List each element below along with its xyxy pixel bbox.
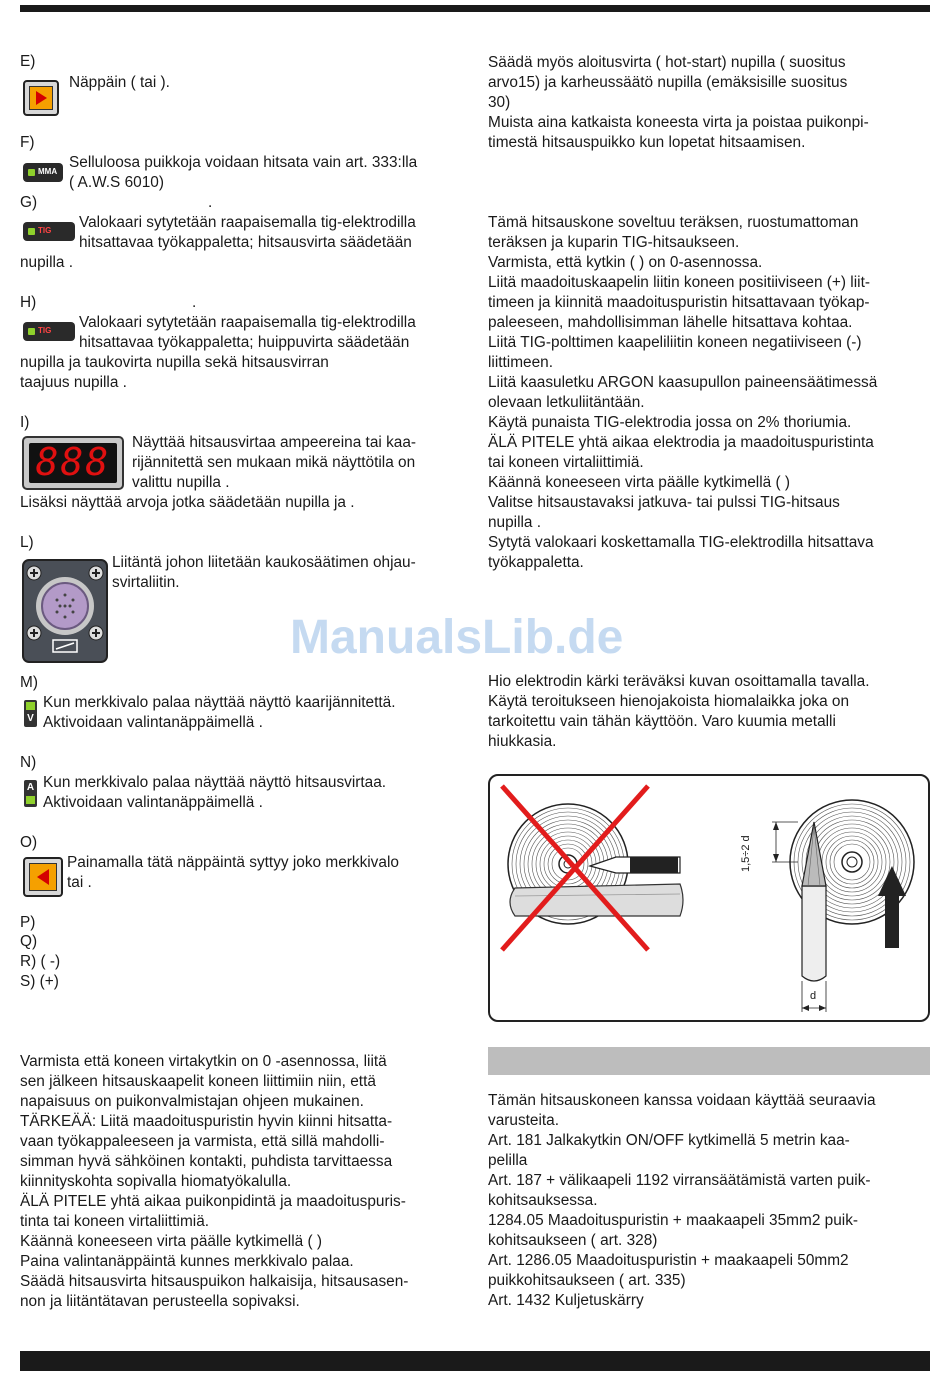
back-button-icon [23,857,63,897]
right-p3-line: hiukkasia. [488,733,557,750]
play-button-icon [23,80,59,116]
right-p4-line: Art. 181 Jalkakytkin ON/OFF kytkimellä 5 metrin kaa- [488,1132,850,1149]
section-n-text2: Aktivoidaan valintanäppäimellä . [43,794,263,811]
right-p3-line: Käytä teroitukseen hienojakoista hiomalaikka joka on [488,693,850,710]
right-paragraph-4 [488,1091,930,1311]
right-p4-line: varusteita. [488,1112,560,1129]
voltage-led-icon: V [24,700,37,727]
section-i-text4: Lisäksi näyttää arvoja jotka säädetään nupilla ja . [20,494,355,511]
left-bottom-line: napaisuus on puikonvalmistajan ohjeen mukainen. [20,1093,364,1110]
right-p1-line: timestä hitsauspuikko kun lopetat hitsaamisen. [488,134,806,151]
section-q-label: Q) [20,933,38,950]
right-p2-line: Käännä koneeseen virta päälle kytkimellä ( ) [488,474,790,491]
ampere-led-icon: A [24,780,37,807]
right-p3-line: Hio elektrodin kärki teräväksi kuvan osoittamalla tavalla. [488,673,870,690]
right-p2-line: Liitä TIG-polttimen kaapeliliitin koneen negatiiviseen (-) [488,334,862,351]
section-l-label: L) [20,534,34,551]
section-m-label: M) [20,674,38,691]
section-n-text1: Kun merkkivalo palaa näyttää näyttö hitsausvirtaa. [43,774,387,791]
right-p4-line: kohitsaukseen ( art. 328) [488,1232,658,1249]
right-p4-line: Art. 187 + välikaapeli 1192 virransäätämistä varten puik- [488,1172,871,1189]
section-h-text3: nupilla ja taukovirta nupilla sekä hitsausvirran [20,354,329,371]
right-p1-line: 30) [488,94,511,111]
right-paragraph-3 [488,672,930,752]
section-h-text2: hitsattavaa työkappaletta; huippuvirta säädetään [79,334,410,351]
left-bottom-line: sen jälkeen hitsauskaapelit koneen liittimiin niin, että [20,1073,376,1090]
section-i-text3: valittu nupilla . [132,474,230,491]
right-p4-line: Art. 1286.05 Maadoituspuristin + maakaapeli 50mm2 [488,1252,849,1269]
right-p2-line: nupilla . [488,514,542,531]
right-p1-line: Muista aina katkaista koneesta virta ja poistaa puikonpi- [488,114,869,131]
right-p2-line: Liitä maadoituskaapelin liitin koneen positiiviseen (+) liit- [488,274,870,291]
tig-pulse-indicator-icon: TIG [23,322,75,341]
section-o-text1: Painamalla tätä näppäintä syttyy joko merkkivalo [67,854,399,871]
right-p2-line: Tämä hitsauskone soveltuu teräksen, ruostumattoman [488,214,859,231]
bottom-rule [20,1351,930,1371]
section-o-text2: tai . [67,874,92,891]
section-h-text4: taajuus nupilla . [20,374,127,391]
left-bottom-line: vaan työkappaleeseen ja varmista, että sillä mahdolli- [20,1133,385,1150]
section-g-label: G) [20,194,38,211]
left-bottom-line: Paina valintanäppäintä kunnes merkkivalo palaa. [20,1253,354,1270]
section-m-text1: Kun merkkivalo palaa näyttää näyttö kaarijännitettä. [43,694,396,711]
right-p4-line: kohitsauksessa. [488,1192,598,1209]
watermark: ManualsLib.de [290,611,624,664]
top-rule [20,5,930,12]
section-n-label: N) [20,754,37,771]
right-p2-line: liittimeen. [488,354,554,371]
left-bottom-line: TÄRKEÄÄ: Liitä maadoituspuristin hyvin kiinni hitsatta- [20,1113,393,1130]
left-bottom-line: simman hyvä sähköinen kontakti, puhdista tarvittaessa [20,1153,393,1170]
section-i-text2: rijännitettä sen mukaan mikä näyttötila on [132,454,416,471]
section-header-bar [488,1047,930,1075]
left-bottom-line: kiinnityskohta sopivalla hiomatyökalulla. [20,1173,292,1190]
right-p2-line: tai koneen virtaliittimiä. [488,454,644,471]
right-p4-line: 1284.05 Maadoituspuristin + maakaapeli 35mm2 puik- [488,1212,859,1229]
section-o-label: O) [20,834,38,851]
section-p-label: P) [20,914,36,931]
right-paragraph-2 [488,213,930,573]
section-e-text: Näppäin ( tai ). [69,74,170,91]
right-p2-line: työkappaletta. [488,554,584,571]
section-h-text1: Valokaari sytytetään raapaisemalla tig-elektrodilla [79,314,416,331]
right-p3-line: tarkoitettu vain tähän käyttöön. Varo kuumia metalli [488,713,836,730]
correct-grinding-wheel [772,800,914,1012]
right-p1-line: arvo15) ja karheussäätö nupilla (emäksisille suositus [488,74,848,91]
left-bottom-paragraph [20,1052,465,1312]
right-p2-line: Käytä punaista TIG-elektrodia jossa on 2% thoriumia. [488,414,852,431]
section-f-text1: Selluloosa puikkoja voidaan hitsata vain art. 333:lla [69,154,418,171]
right-p2-line: olevaan letkuliitäntään. [488,394,645,411]
section-i-label: I) [20,414,30,431]
right-p2-line: Varmista, että kytkin ( ) on 0-asennossa. [488,254,763,271]
right-p2-line: timeen ja kiinnitä maadoituspuristin hitsattavaan työkap- [488,294,870,311]
section-e-label: E) [20,53,36,70]
right-p2-line: ÄLÄ PITELE yhtä aikaa elektrodia ja maadoituspuristinta [488,434,874,451]
right-p1-line: Säädä myös aloitusvirta ( hot-start) nupilla ( suositus [488,54,846,71]
mma-indicator-icon: MMA [23,163,63,182]
section-f-text2: ( A.W.S 6010) [69,174,164,191]
right-p2-line: paleeseen, mahdollisimman lähelle hitsattava kohtaa. [488,314,853,331]
left-bottom-line: non ja liitäntätavan perusteella sopivaksi. [20,1293,300,1310]
electrode-grinding-diagram [488,774,930,1022]
wrong-grinding-wheel [502,786,683,950]
right-p2-line: teräksen ja kuparin TIG-hitsaukseen. [488,234,740,251]
section-f-label: F) [20,134,35,151]
left-bottom-line: tinta tai koneen virtaliittimiä. [20,1213,210,1230]
section-g-text2: hitsattavaa työkappaletta; hitsausvirta säädetään [79,234,412,251]
dimension-label-diameter: d [810,990,817,1002]
right-p2-line: Sytytä valokaari koskettamalla TIG-elektrodilla hitsattava [488,534,874,551]
left-bottom-line: Varmista että koneen virtakytkin on 0 -asennossa, liitä [20,1053,387,1070]
section-m-text2: Aktivoidaan valintanäppäimellä . [43,714,263,731]
left-bottom-line: Säädä hitsausvirta hitsauspuikon halkaisija, hitsausasen- [20,1273,409,1290]
right-p4-line: puikkohitsaukseen ( art. 335) [488,1272,686,1289]
right-p4-line: Art. 1432 Kuljetuskärry [488,1292,644,1309]
section-h-dot: . [192,294,197,311]
section-h-label: H) [20,294,37,311]
section-g-text3: nupilla . [20,254,74,271]
right-p2-line: Valitse hitsaustavaksi jatkuva- tai pulssi TIG-hitsaus [488,494,840,511]
display-digits: 888 [35,440,111,484]
section-g-text1: Valokaari sytytetään raapaisemalla tig-elektrodilla [79,214,416,231]
section-s-label: S) (+) [20,973,59,990]
left-bottom-line: ÄLÄ PITELE yhtä aikaa puikonpidintä ja maadoituspuris- [20,1193,406,1210]
section-g-dot: . [208,194,213,211]
section-l-text2: svirtaliitin. [112,574,180,591]
section-r-label: R) ( -) [20,953,61,970]
left-bottom-line: Käännä koneeseen virta päälle kytkimellä ( ) [20,1233,322,1250]
tig-continuous-indicator-icon: TIG [23,222,75,241]
right-p4-line: pelilla [488,1152,528,1169]
right-paragraph-1 [488,53,930,153]
right-p4-line: Tämän hitsauskoneen kanssa voidaan käyttää seuraavia [488,1092,876,1109]
display-icon [22,436,124,490]
section-i-text1: Näyttää hitsausvirtaa ampeereina tai kaa- [132,434,417,451]
right-p2-line: Liitä kaasuletku ARGON kaasupullon paineensäätimessä [488,374,878,391]
remote-connector-icon [22,559,108,663]
dimension-label-tip: 1,5÷2 d [740,835,752,872]
section-l-text1: Liitäntä johon liitetään kaukosäätimen ohjau- [112,554,416,571]
